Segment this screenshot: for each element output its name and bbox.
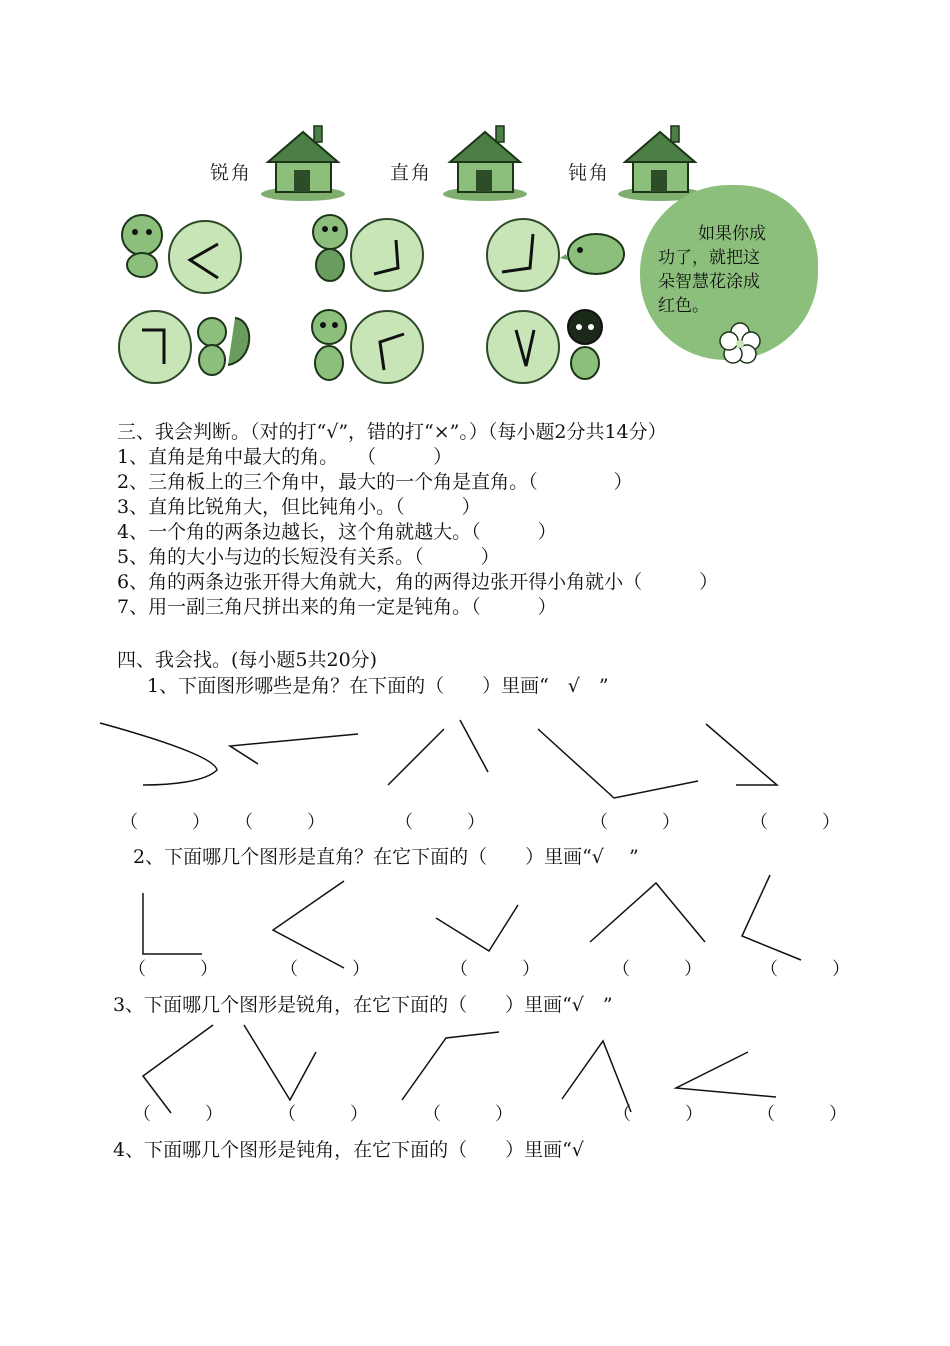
question-3: 3、下面哪几个图形是锐角，在它下面的（ ）里画“√ ” <box>113 994 613 1016</box>
dragon-icon <box>112 210 172 280</box>
judge-item-4: 4、一个角的两条边越长，这个角就越大。（ ） <box>117 521 557 543</box>
q2-shape <box>590 883 705 942</box>
hint-line: 红色。 <box>658 296 709 316</box>
answer-paren[interactable]: （ ） <box>280 959 370 980</box>
q3-shape <box>676 1052 776 1097</box>
angle-circle-acute <box>168 220 242 294</box>
q1-shape <box>538 729 698 798</box>
q2-shape <box>143 893 202 954</box>
answer-paren[interactable]: （ ） <box>760 959 850 980</box>
label-acute: 锐角 <box>210 162 253 184</box>
label-right: 直角 <box>390 162 433 184</box>
q1-shape <box>388 729 444 785</box>
judge-item-7: 7、用一副三角尺拼出来的角一定是钝角。（ ） <box>117 596 557 618</box>
house-icon <box>440 122 530 202</box>
answer-paren[interactable]: （ ） <box>612 959 702 980</box>
house-icon <box>615 122 705 202</box>
bird-icon <box>305 210 355 290</box>
answer-paren[interactable]: （ ） <box>395 812 485 833</box>
squirrel-icon <box>190 310 260 380</box>
answer-paren[interactable]: （ ） <box>235 812 325 833</box>
q1-curve <box>100 723 217 785</box>
house-icon <box>258 122 348 202</box>
angle-circle-obtuse <box>350 310 424 384</box>
judge-item-5: 5、角的大小与边的长短没有关系。（ ） <box>117 546 500 568</box>
answer-paren[interactable]: （ ） <box>133 1104 223 1125</box>
angle-circle-obtuse <box>486 218 560 292</box>
flower-icon <box>718 322 762 366</box>
answer-paren[interactable]: （ ） <box>750 812 840 833</box>
answer-paren[interactable]: （ ） <box>613 1104 703 1125</box>
angle-circle-acute <box>486 310 560 384</box>
hint-line: 如果你成 <box>698 224 766 244</box>
judge-item-1: 1、直角是角中最大的角。 （ ） <box>117 446 453 468</box>
question-1: 1、下面图形哪些是角？在下面的（ ）里画“ √ ” <box>147 675 609 697</box>
answer-paren[interactable]: （ ） <box>757 1104 847 1125</box>
q2-shape <box>742 875 801 960</box>
question-4: 4、下面哪几个图形是钝角，在它下面的（ ）里画“√ <box>113 1139 584 1161</box>
answer-paren[interactable]: （ ） <box>450 959 540 980</box>
q3-shape <box>402 1032 499 1100</box>
angle-circle-right <box>350 218 424 292</box>
answer-paren[interactable]: （ ） <box>278 1104 368 1125</box>
judge-item-2: 2、三角板上的三个角中，最大的一个角是直角。（ ） <box>117 471 633 493</box>
dog-icon <box>558 305 613 383</box>
q1-shape <box>706 724 777 785</box>
cat-icon <box>303 305 355 385</box>
answer-paren[interactable]: （ ） <box>120 812 210 833</box>
hint-line: 功了，就把这 <box>658 248 760 268</box>
answer-paren[interactable]: （ ） <box>128 959 218 980</box>
q3-shape <box>244 1025 316 1100</box>
q1-shape <box>460 720 488 772</box>
judge-item-3: 3、直角比锐角大，但比钝角小。（ ） <box>117 496 481 518</box>
question-2: 2、下面哪几个图形是直角？在它下面的（ ）里画“√ ” <box>133 846 639 868</box>
q2-shape <box>436 905 518 951</box>
judge-item-6: 6、角的两条边张开得大角就大，角的两得边张开得小角就小（ ） <box>117 571 719 593</box>
section4-title: 四、我会找。(每小题5共20分) <box>117 649 378 671</box>
hint-line: 朵智慧花涂成 <box>658 272 760 292</box>
label-obtuse: 钝角 <box>568 162 611 184</box>
top-picture <box>100 110 820 400</box>
hint-text <box>658 222 766 318</box>
angle-circle-right <box>118 310 192 384</box>
section3-title: 三、我会判断。（对的打“√”，错的打“×”。）（每小题2分共14分） <box>117 421 667 443</box>
answer-paren[interactable]: （ ） <box>423 1104 513 1125</box>
q1-shape <box>230 734 358 764</box>
answer-paren[interactable]: （ ） <box>590 812 680 833</box>
chick-icon <box>558 222 628 282</box>
